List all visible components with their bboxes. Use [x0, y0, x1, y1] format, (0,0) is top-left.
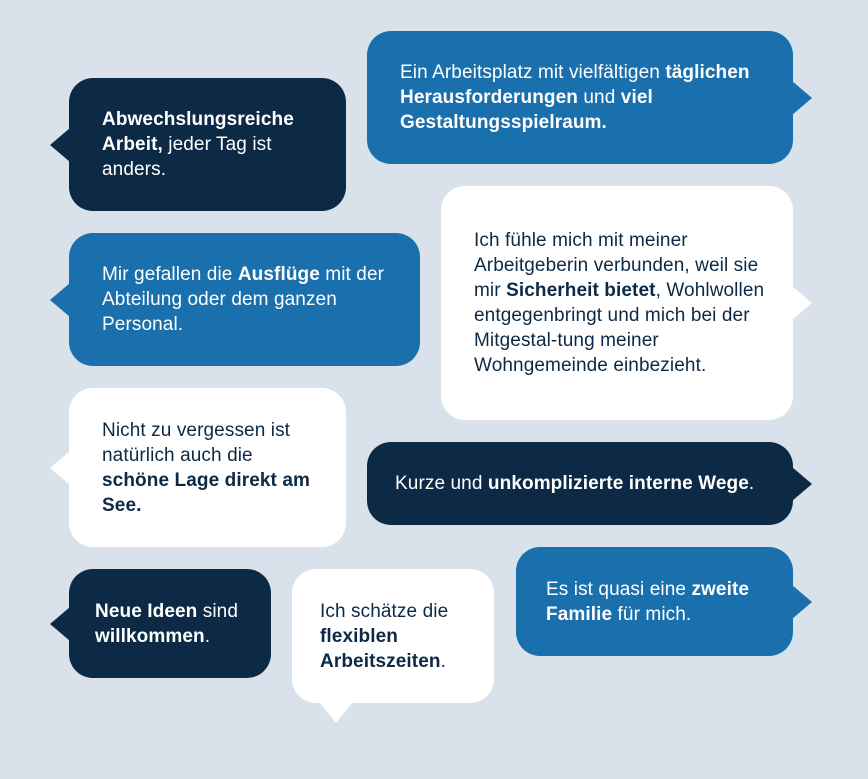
regular-text: .	[748, 473, 755, 494]
bubble-text	[102, 107, 322, 182]
bubble-neue-ideen	[69, 569, 271, 678]
bold-text: flexiblen Arbeitszeiten	[320, 625, 441, 672]
bubble-tail	[792, 467, 812, 501]
bubble-flexible-arbeitszeiten	[292, 569, 494, 703]
bold-text: täglichen Herausforderungen	[400, 62, 750, 108]
regular-text: Nicht zu vergessen ist natürlich auch die	[102, 419, 291, 466]
regular-text: , Wohlwollen entgegenbringt und mich bei der Mitgestal-tung meiner Wohngemeinde einbezieht.	[474, 280, 765, 376]
bubble-zweite-familie	[516, 547, 793, 656]
bubble-tail	[50, 128, 70, 162]
regular-text: jeder Tag ist anders.	[102, 134, 272, 180]
bubble-lage-am-see	[69, 388, 346, 547]
bubble-tail	[320, 703, 352, 723]
bubble-tail	[792, 286, 812, 320]
regular-text: Mir gefallen die	[102, 264, 238, 285]
bold-text: unkomplizierte interne Wege	[487, 473, 749, 494]
regular-text: Ich fühle mich mit meiner Arbeitgeberin verbunden, weil sie mir	[474, 230, 759, 301]
bold-text: Abwechslungsreiche Arbeit,	[102, 109, 294, 155]
bubble-ausfluege	[69, 233, 420, 366]
regular-text: .	[204, 625, 211, 647]
bubble-tail	[792, 585, 812, 619]
bubble-abwechslungsreiche-arbeit	[69, 78, 346, 211]
regular-text: Ich schätze die	[320, 600, 449, 622]
bubble-text	[102, 262, 394, 337]
bubble-text	[400, 60, 763, 135]
bold-text: schöne Lage direkt am See.	[102, 469, 311, 516]
bubble-interne-wege	[367, 442, 793, 525]
bold-text: viel Gestaltungsspielraum.	[400, 87, 653, 133]
bubble-text	[102, 418, 320, 518]
bold-text: zweite Familie	[546, 578, 750, 625]
regular-text: Es ist quasi eine	[546, 578, 692, 600]
regular-text: und	[578, 87, 621, 108]
bubble-tail	[792, 81, 812, 115]
regular-text: Kurze und	[395, 473, 488, 494]
bold-text: Ausflüge	[237, 264, 320, 285]
bubble-tail	[50, 607, 70, 641]
bold-text: willkommen	[95, 625, 205, 647]
bold-text: Sicherheit bietet	[506, 280, 656, 301]
bubble-arbeitgeberin-sicherheit	[441, 186, 793, 420]
bubble-tail	[50, 283, 70, 317]
regular-text: mit der Abteilung oder dem ganzen Personal.	[102, 264, 385, 335]
bold-text: Neue Ideen	[95, 600, 198, 622]
bubble-text	[395, 471, 773, 496]
regular-text: für mich.	[612, 603, 692, 625]
bubble-text	[546, 577, 773, 627]
regular-text: Ein Arbeitsplatz mit vielfältigen	[400, 62, 666, 83]
regular-text: .	[440, 650, 446, 672]
regular-text: sind	[197, 600, 239, 622]
bubble-arbeitsplatz-herausforderungen	[367, 31, 793, 164]
bubble-text	[320, 599, 474, 674]
bubble-tail	[50, 451, 70, 485]
bubble-text	[95, 599, 253, 649]
bubble-text	[474, 228, 767, 378]
